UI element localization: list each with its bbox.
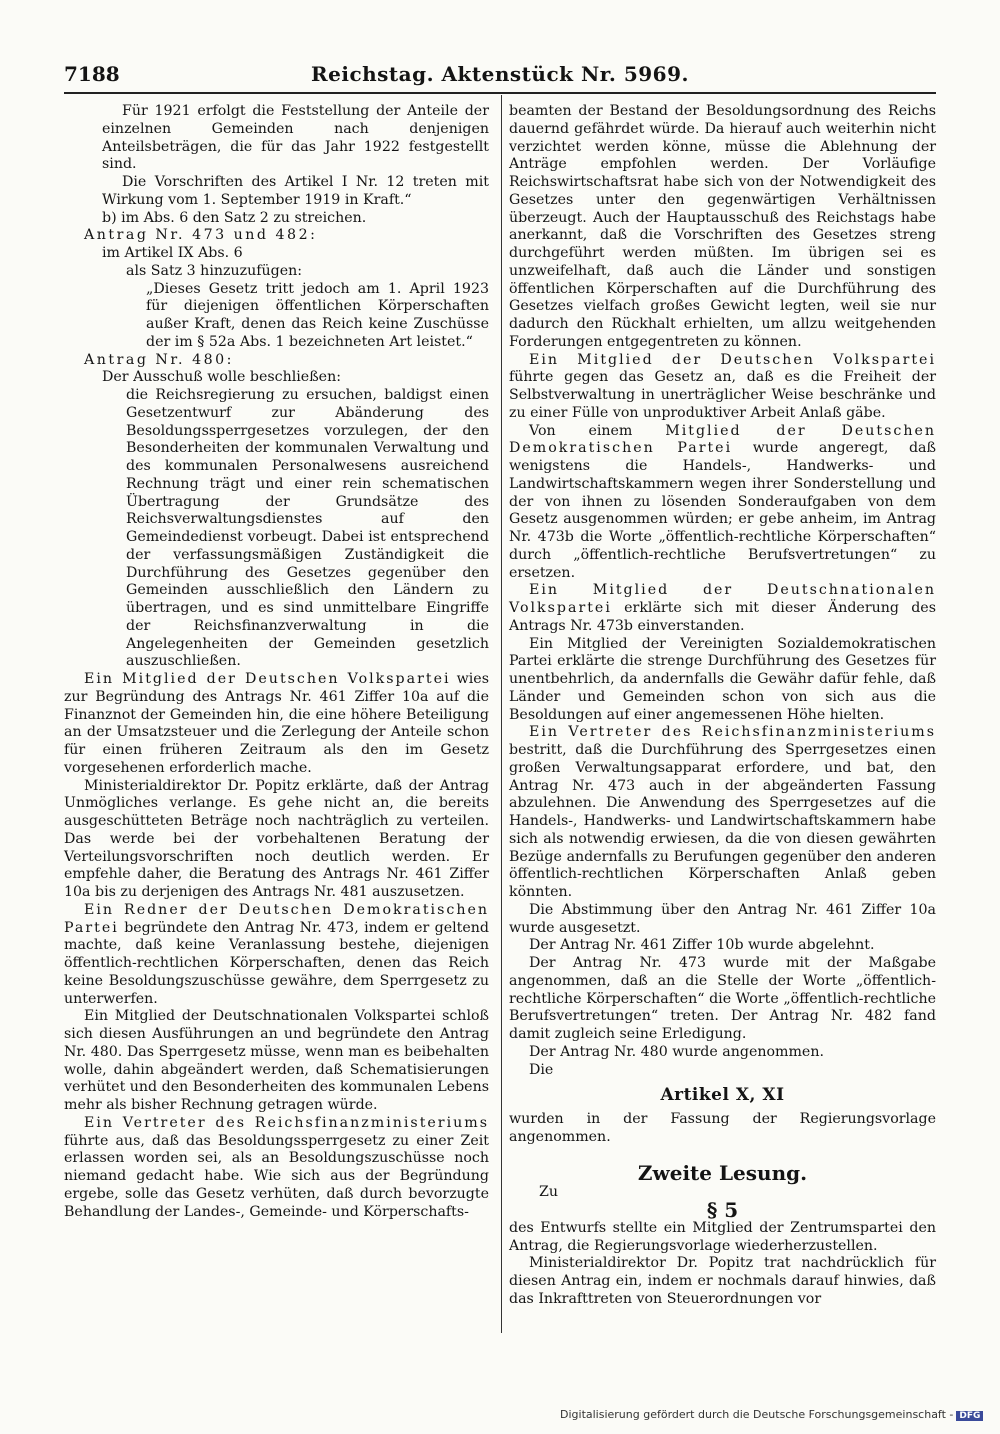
footer (560, 1408, 983, 1421)
paragraph: beamten der Bestand der Besoldungsordnung des Reichs dauernd gefährdet würde. Da hierauf auch weiterhin nicht verzichtet werden könne, müsse die Ablehnung der Anträge empfohlen werden. Der Vorläufige Reichswirtschaftsrat habe sich von der Notwendigkeit des Gesetzes unter den gegenwärtigen Verhältnissen überzeugt. Auch der Hauptausschuß des Reichstags habe anerkannt, daß die Vorschriften des Gesetzes streng durchgeführt werden müßten. Im übrigen sei es unzweifelhaft, daß auch die Länder und sonstigen öffentlichen Körperschaften auf die Durchführung des Gesetzes vielfach großes Gewicht legten, weil sie nur dadurch den Rückhalt erhielten, um allzu weitgehenden Forderungen entgegentreten zu können. (509, 103, 936, 350)
footer-text: Digitalisierung gefördert durch die Deutsche Forschungsgemeinschaft - (560, 1408, 954, 1421)
spaced-speaker: Ein Vertreter des Reichsfinanzministeriums (529, 724, 936, 741)
paragraph: b) im Abs. 6 den Satz 2 zu streichen. (102, 209, 367, 226)
paragraph (509, 636, 936, 725)
paragraph: als Satz 3 hinzuzufügen: (126, 262, 303, 279)
page-number: 7188 (64, 62, 120, 86)
dfg-logo: DFG (956, 1411, 983, 1421)
paragraph (509, 582, 936, 635)
paragraph-text: schloß sich diesen Ausführungen an und begründete den Antrag Nr. 480. Das Sperrgesetz müsse, wenn man es beibehalten wolle, dahin abgeändert werden, daß Schematisierungen verhütet und den Besonderheiten des kommunalen Lebens mehr als bisher Rechnung getragen würde. (64, 1008, 489, 1113)
paragraph-text: erklärte die strenge Durchführung des Gesetzes für unentbehrlich, da andernfalls die Gewähr dafür fehle, daß Länder und Gemeinden schon von sich aus die Besoldungen auf einer angemessenen Höhe hielten. (509, 653, 936, 723)
motion-heading: Antrag Nr. 473 und 482: (84, 227, 318, 244)
paragraph-text: erklärte sich mit dieser Änderung des Antrags Nr. 473b einverstanden. (509, 600, 936, 634)
paragraph: Der Antrag Nr. 473 wurde mit der Maßgabe angenommen, daß an die Stelle der Worte „öffentlich-rechtliche Körperschaften“ die Worte „öffentlich-rechtliche Berufsvertretungen“ treten. Der Antrag Nr. 482 fand damit zugleich seine Erledigung. (509, 955, 936, 1042)
paragraph (64, 1008, 489, 1115)
paragraph: Die Abstimmung über den Antrag Nr. 461 Ziffer 10a wurde ausgesetzt. (509, 901, 936, 936)
article-heading: Artikel X, XI (660, 1085, 785, 1106)
header-rule (64, 92, 936, 94)
speaker: Ministerialdirektor Dr. Popitz (84, 777, 300, 794)
running-title: Reichstag. Aktenstück Nr. 5969. (311, 62, 689, 86)
paragraph (64, 1115, 489, 1222)
paragraph: des Entwurfs stellte ein Mitglied der Zentrumspartei den Antrag, die Regierungsvorlage wiederherzustellen. (509, 1219, 936, 1254)
paragraph: Der Antrag Nr. 480 wurde angenommen. (529, 1043, 824, 1060)
paragraph: Der Ausschuß wolle beschließen: (102, 369, 341, 386)
paragraph-text: erklärte, daß der Antrag Unmögliches verlange. Es gehe nicht an, die bereits ausgeschütteten Beträge noch nachträglich zu verteilen. Das werde bei der vorbehaltenen Beratung der Verteilungsvorschriften noch deutlich werden. Er empfehle daher, die Beratung des Antrags Nr. 461 Ziffer 10a bis zu derjenigen des Antrags Nr. 481 auszusetzen. (64, 777, 489, 900)
quote: „Dieses Gesetz tritt jedoch am 1. April 1923 für diejenigen öffentlichen Körperschaften außer Kraft, denen das Reich keine Zuschüsse der im § 52a Abs. 1 bezeichneten Art leistet.“ (146, 280, 489, 350)
paragraph-text: Von einem (529, 422, 666, 439)
paragraph (509, 423, 936, 583)
left-column (64, 103, 489, 1221)
right-column (509, 103, 936, 1309)
paragraph-text: wies zur Begründung des Antrags Nr. 461 Ziffer 10a auf die Finanznot der Gemeinden hin, die eine höhere Beteiligung an der Umsatzsteuer und die Zerlegung der Anteile schon für einen früheren Zeitraum als den im Gesetz vorgesehenen erforderlich mache. (64, 671, 489, 776)
paragraph: wurden in der Fassung der Regierungsvorlage angenommen. (509, 1111, 936, 1145)
paragraph: Der Antrag Nr. 461 Ziffer 10b wurde abgelehnt. (529, 937, 875, 954)
paragraph (64, 778, 489, 902)
paragraph: Zu (539, 1184, 558, 1201)
paragraph-text: bestritt, daß die Durchführung des Sperrgesetzes einen großen Verwaltungsapparat erfordere, und bat, den Antrag Nr. 473 auch in der abgeänderten Fassung abzulehnen. Die Anwendung des Sperrgesetzes auf die Handels-, Handwerks- und Landwirtschaftskammern habe sich als notwendig erwiesen, da die von diesen gewährten Bezüge andernfalls zu Berufungen gegenüber den anderen öffentlich-rechtlichen Körperschaften Anlaß geben könnten. (509, 742, 936, 900)
paragraph-text: wurde angeregt, daß wenigstens die Handels-, Handwerks- und Landwirtschaftskammern wegen ihrer Sonderstellung und der von ihnen zu lösenden Sonderaufgaben von dem Gesetz ausgenommen würden; er gebe anheim, im Antrag Nr. 473b die Worte „öffentlich-rechtliche Körperschaften“ durch „öffentlich-rechtliche Berufsvertretungen“ zu ersetzen. (509, 440, 936, 581)
spaced-speaker: Mitglied der Deutschen Demokratischen Partei (509, 422, 936, 457)
speaker: Ministerialdirektor Dr. Popitz (529, 1255, 754, 1272)
paragraph-heading: § 5 (706, 1198, 739, 1222)
paragraph (509, 1255, 936, 1308)
paragraph (509, 724, 936, 902)
paragraph (64, 902, 489, 1009)
paragraph (509, 352, 936, 423)
motion-text: die Reichsregierung zu ersuchen, baldigst einen Gesetzentwurf zur Abänderung des Besoldungssperrgesetzes vorzulegen, der den Besonderheiten der kommunalen Verwaltung und des kommunalen Personalwesens ausreichend Rechnung trägt und einer rein schematischen Übertragung der Grundsätze des Reichsverwaltungsdienstes auf den Gemeindedienst vorbeugt. Dabei ist entsprechend der verfassungsmäßigen Zuständigkeit die Durchführung des Gesetzes gegenüber den Gemeinden ausschließlich den Ländern zu übertragen, und es sind unmittelbare Eingriffe der Reichsfinanzverwaltung in die Angelegenheiten der Gemeinden gesetzlich auszuschließen. (126, 387, 489, 670)
spaced-speaker: Ein Mitglied der Deutschnationalen Volkspartei (509, 582, 936, 616)
paragraph-text: trat nachdrücklich für diesen Antrag ein, indem er nochmals darauf hinwies, daß das Inkrafttreten von Steuerordnungen vor (509, 1255, 936, 1307)
page-header (64, 62, 936, 92)
paragraph: Die Vorschriften des Artikel I Nr. 12 treten mit Wirkung vom 1. September 1919 in Kraft.“ (102, 174, 489, 208)
speaker: Ein Mitglied der Deutschnationalen Volkspartei (84, 1008, 436, 1025)
paragraph: Die (529, 1061, 554, 1078)
section-heading: Zweite Lesung. (637, 1160, 808, 1185)
paragraph: Für 1921 erfolgt die Feststellung der Anteile der einzelnen Gemeinden nach denjenigen Anteilsbeträgen, die für das Jahr 1922 festgestellt sind. (102, 103, 489, 173)
paragraph-text: führte aus, daß das Besoldungssperrgesetz zu einer Zeit erlassen worden sei, als an Besoldungszuschüsse noch niemand gedacht habe. Wie sich aus der Begründung ergebe, solle das Gesetz verhüten, daß durch bevorzugte Behandlung der Landes-, Gemeinde- und Körperschafts- (64, 1132, 489, 1220)
spaced-speaker: Ein Vertreter des Reichsfinanzministeriums (84, 1114, 489, 1131)
motion-heading: Antrag Nr. 480: (84, 351, 234, 368)
spaced-speaker: Ein Redner der Deutschen Demokratischen Partei (64, 901, 489, 936)
paragraph (64, 671, 489, 778)
paragraph-text: begründete den Antrag Nr. 473, indem er geltend machte, daß keine Veranlassung bestehe, diejenigen öffentlich-rechtlichen Körperschaften, denen das Reich keine Besoldungszuschüsse gewähre, dem Sperrgesetz zu unterwerfen. (64, 919, 489, 1007)
column-divider (501, 95, 502, 1333)
spaced-speaker: Ein Mitglied der Deutschen Volkspartei (84, 671, 451, 687)
spaced-speaker: Ein Mitglied der Deutschen Volkspartei (529, 351, 936, 368)
paragraph: im Artikel IX Abs. 6 (102, 245, 243, 261)
speaker: Ein Mitglied der Vereinigten Sozialdemokratischen Partei (509, 635, 936, 670)
paragraph-text: führte gegen das Gesetz an, daß es die Freiheit der Selbstverwaltung in unerträglicher Weise beschränke und zu einer Fülle von unproduktiver Arbeit Anlaß gäbe. (509, 369, 936, 421)
